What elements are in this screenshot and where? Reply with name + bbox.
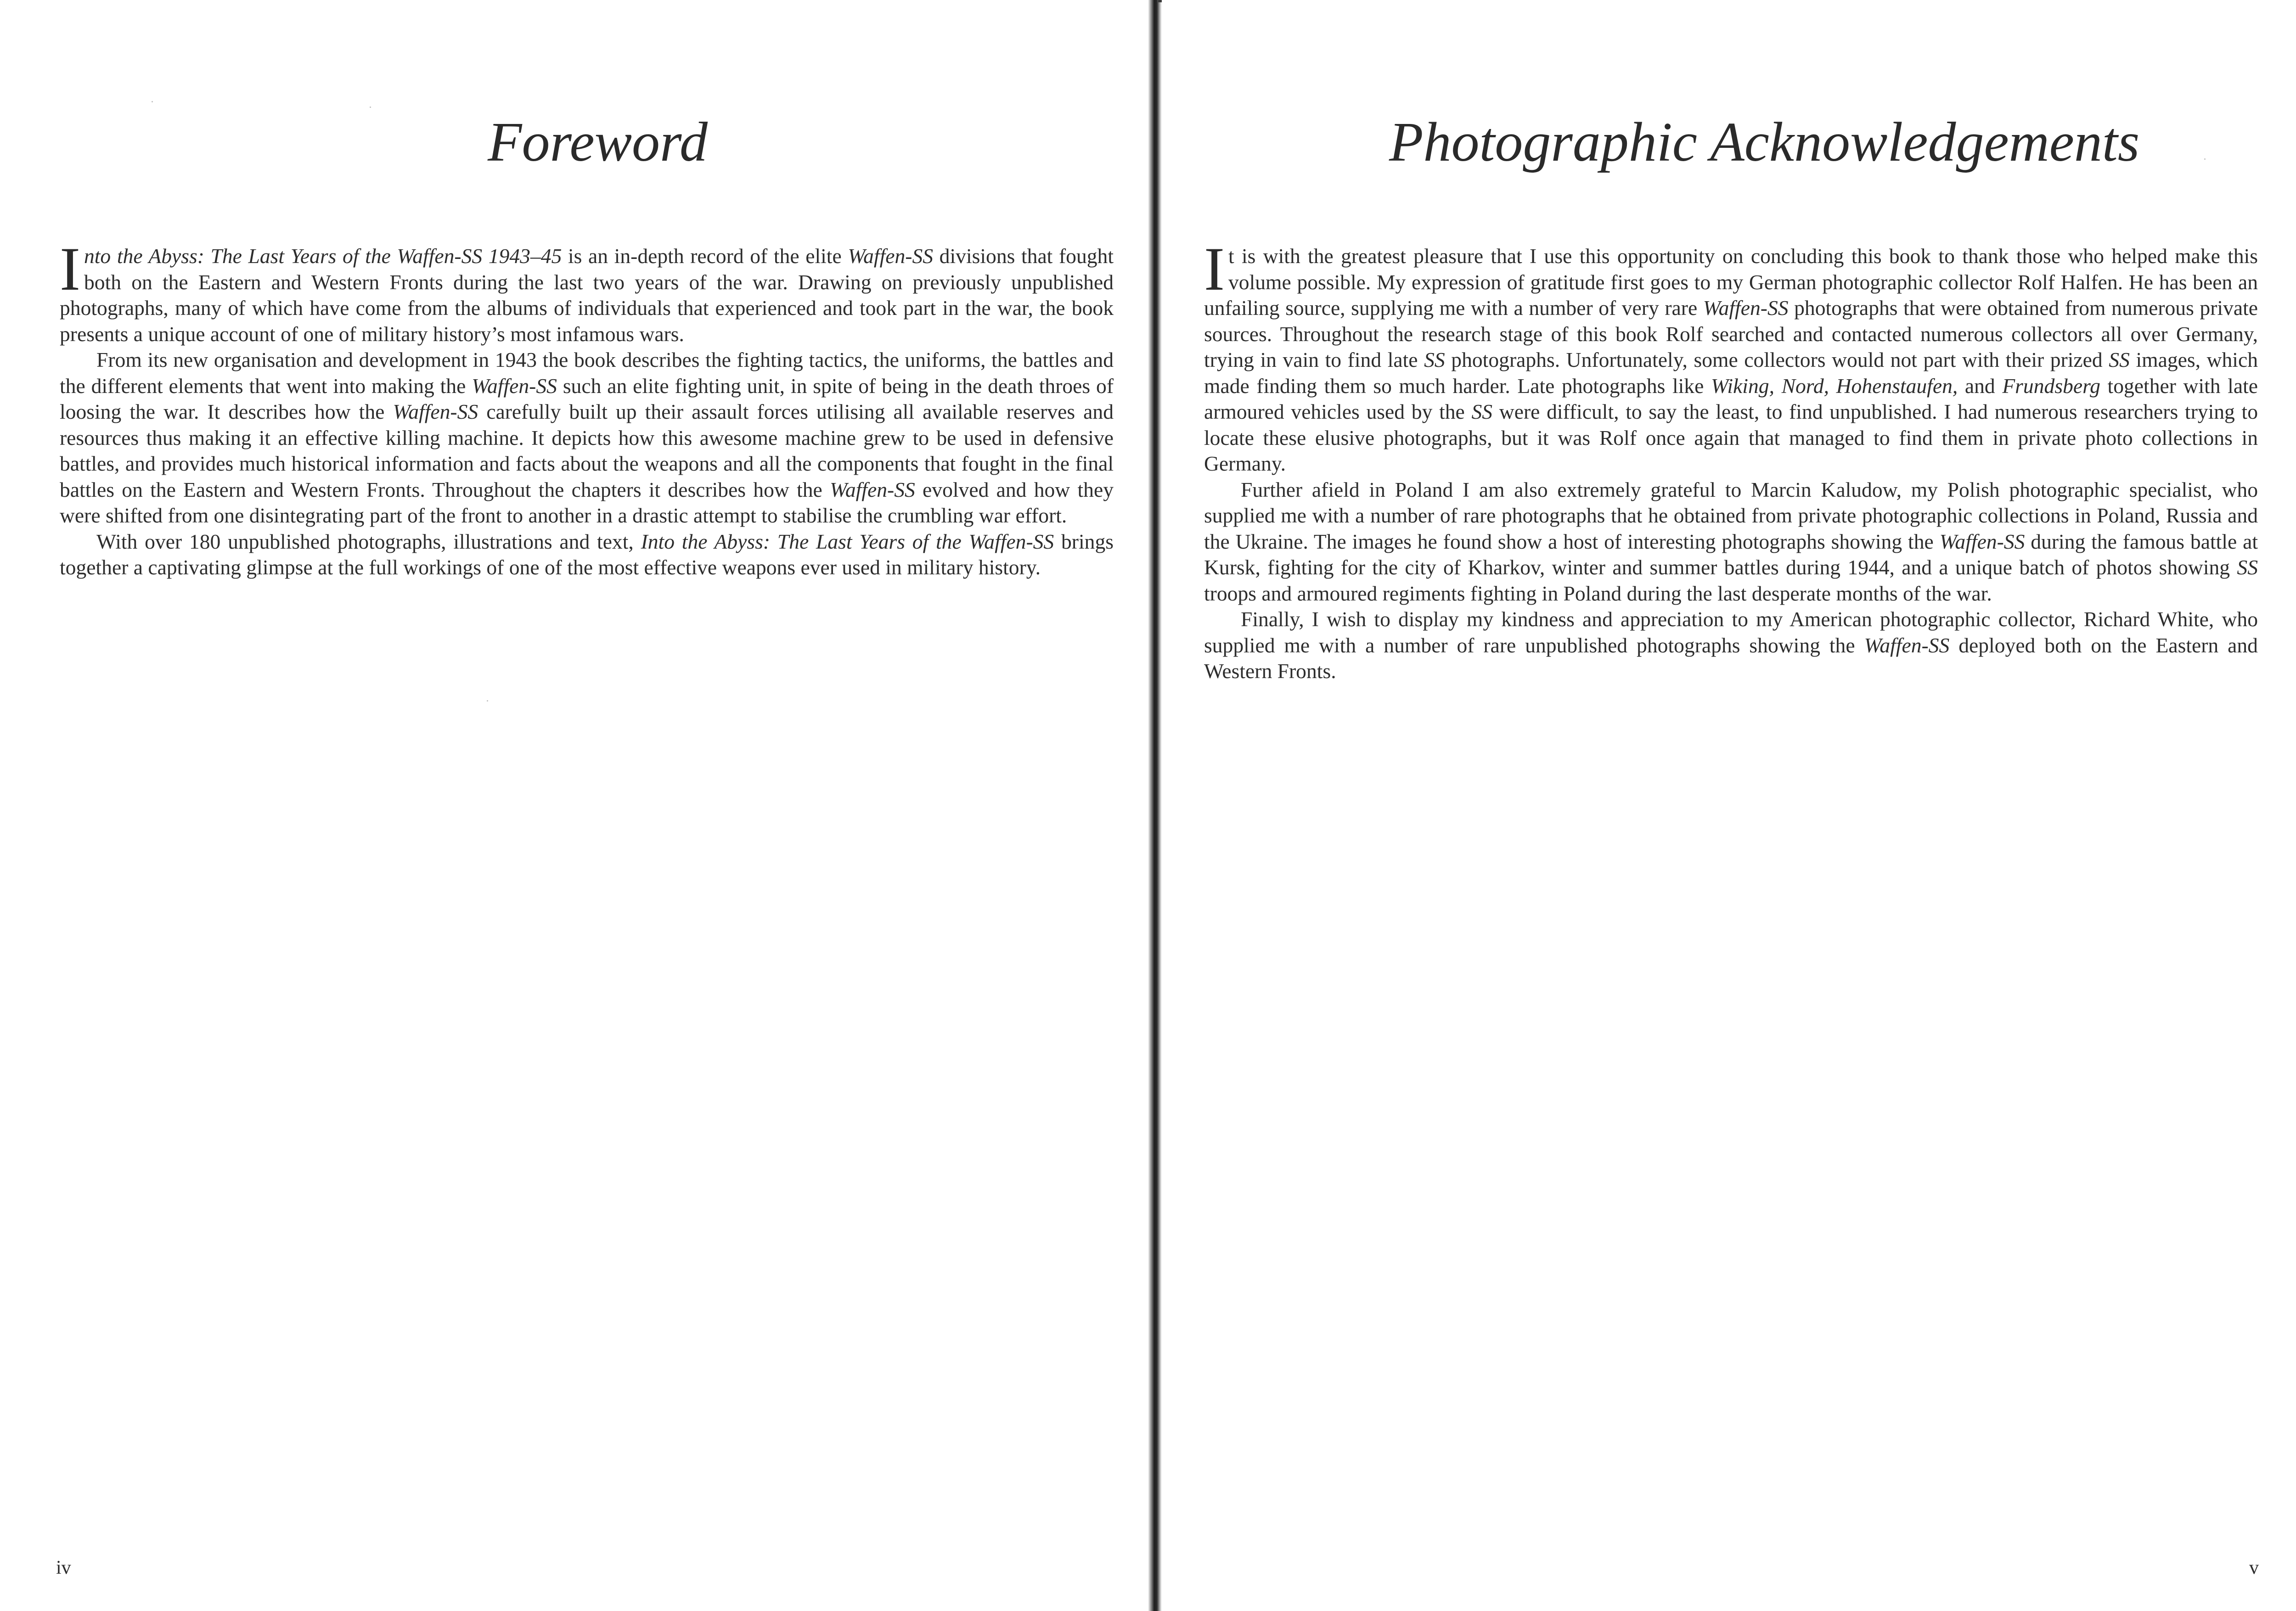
acknowledgements-paragraph-1 [1204,235,2258,477]
foreword-body [60,235,1114,581]
text-segment: Frundsberg [2002,374,2100,398]
text-segment: images, which made finding them so much harder. Late photographs like [1204,348,2258,398]
text-segment: during the famous battle at Kursk, fighting for the city of Kharkov, winter and summer battles during 1944, and a unique batch of photos showing [1204,529,2258,579]
text-segment: Waffen-SS [1703,296,1789,320]
foreword-title: Foreword [488,111,708,173]
text-segment: nto the Abyss: The Last Years of the Waffen-SS 1943–45 [84,244,562,268]
text-segment: Waffen-SS [1864,633,1950,657]
text-segment: Waffen-SS [1939,529,2025,553]
paper-speck [487,700,488,702]
text-segment: Wiking, Nord, Hohenstaufen, [1711,374,1958,398]
text-segment: together with late armoured vehicles used by the [1204,374,2258,423]
book-gutter [1148,0,1162,1611]
text-segment: divisions that fought both on the Eastern and Western Fronts during the last two years of the war. Drawing on previously unpublished photographs, many of which have come from the albums of individuals that experienced and took part in the war, the book presents a unique account of one of military history’s most infamous wars. [60,244,1114,346]
text-segment: SS [2237,556,2258,579]
text-segment: Further afield in Poland I am also extremely grateful to Marcin Kaludow, my Polish photographic specialist, who supplied me with a number of rare photographs that he obtained from private photographic collections in Poland, Russia and the Ukraine. The images he found show a host of interesting photographs showing the [1204,477,2258,553]
text-segment: is an in-depth record of the elite [562,244,848,268]
text-segment: evolved and how they were shifted from one disintegrating part of the front to another in a drastic attempt to stabilise the crumbling war effort. [60,477,1114,527]
text-segment: were difficult, to say the least, to find unpublished. I had numerous researchers trying to locate these elusive photographs, but it was Rolf once again that managed to find them in private photo collections in Germany. [1204,400,2258,475]
text-segment: Waffen-SS [393,400,478,423]
acknowledgements-paragraph-2 [1204,477,2258,607]
text-segment: Into the Abyss: The Last Years of the Waffen-SS [641,529,1054,553]
text-segment: t is with the greatest pleasure that I use this opportunity on concluding this book to thank those who helped make this volume possible. My expression of gratitude first goes to my German photographic collector Rolf Halfen. He has been an unfailing source, supplying me with a number of very rare [1204,244,2258,320]
text-segment: troops and armoured regiments fighting in Poland during the last desperate months of the war. [1204,581,1992,605]
text-segment: SS [1424,348,1445,371]
text-segment: and [1958,374,2003,398]
foreword-paragraph-3 [60,529,1114,581]
text-segment: SS [1471,400,1493,423]
text-segment: Waffen-SS [830,477,915,501]
text-segment: carefully built up their assault forces utilising all available reserves and resources thus making it an effective killing machine. It depicts how this awesome machine grew to be used in defensive battles, and provides much historical information and facts about the weapons and all the components that fought in the final battles on the Eastern and Western Fronts. Throughout the chapters it describes how the [60,400,1114,501]
text-segment: Waffen-SS [848,244,934,268]
page-number-left: iv [56,1557,71,1578]
dropcap: I [60,235,80,303]
text-segment: With over 180 unpublished photographs, illustrations and text, [96,529,641,553]
acknowledgements-title: Photographic Acknowledgements [1389,111,2140,173]
text-segment: photographs that were obtained from numerous private sources. Throughout the research stage of this book Rolf searched and contacted numerous collectors all over Germany, trying in vain to find late [1204,296,2258,371]
dropcap: I [1204,235,1225,303]
acknowledgements-body [1204,235,2258,685]
text-segment: From its new organisation and development in 1943 the book describes the fighting tactics, the uniforms, the battles and the different elements that went into making the [60,348,1114,398]
paper-speck [2204,158,2206,160]
foreword-paragraph-2 [60,347,1114,529]
paper-speck [370,107,371,108]
page-number-right: v [2249,1557,2259,1578]
acknowledgements-paragraph-3 [1204,606,2258,685]
text-segment: such an elite fighting unit, in spite of being in the death throes of loosing the war. It describes how the [60,374,1114,423]
paper-speck [152,101,153,102]
text-segment: Finally, I wish to display my kindness and appreciation to my American photographic collector, Richard White, who supplied me with a number of rare unpublished photographs showing the [1204,607,2258,657]
right-page [1162,0,2296,1611]
text-segment: SS [2109,348,2130,371]
text-segment: Waffen-SS [472,374,557,398]
text-segment: brings together a captivating glimpse at the full workings of one of the most effective weapons ever used in military history. [60,529,1114,579]
text-segment: photographs. Unfortunately, some collectors would not part with their prized [1445,348,2109,371]
text-segment: deployed both on the Eastern and Western Fronts. [1204,633,2258,683]
foreword-paragraph-1 [60,235,1114,347]
